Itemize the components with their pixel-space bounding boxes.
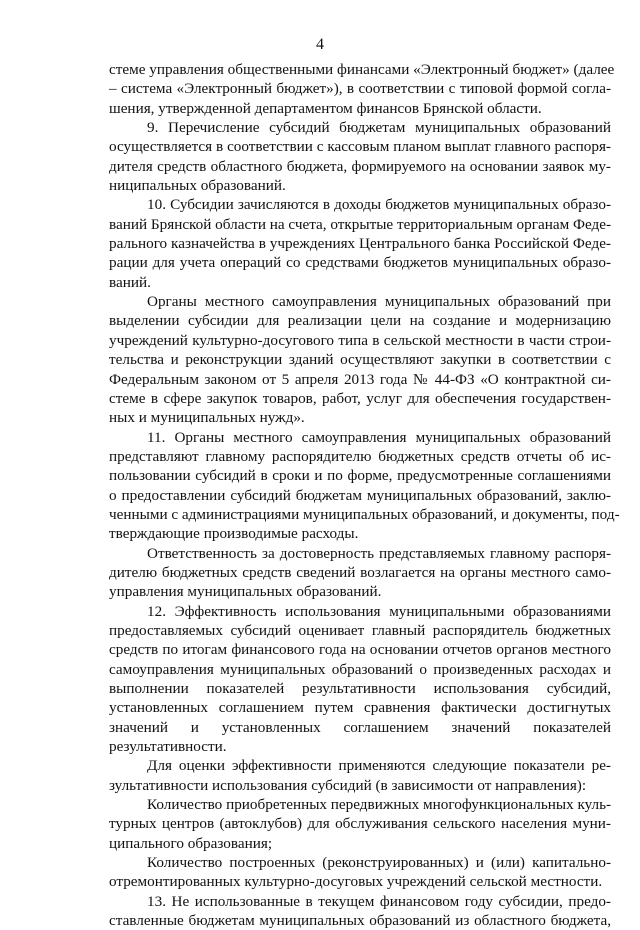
paragraph-line: управления муниципальных образований.: [109, 583, 382, 601]
paragraph-line: дителю бюджетных средств сведений возлагается на органы местного само-: [109, 563, 611, 581]
paragraph-line: ципального образования;: [109, 834, 273, 852]
paragraph: [109, 118, 611, 195]
paragraph-line: установленных соглашением путем сравнения фактически достигнутых: [109, 699, 611, 717]
paragraph-line: осуществляется в соответствии с кассовым планом выплат главного распоря-: [109, 138, 611, 156]
paragraph-line: Количество построенных (реконструированных) и (или) капитально-: [147, 854, 611, 872]
paragraph: [109, 292, 611, 427]
paragraph-line: турных центров (автоклубов) для обслуживания сельского населения муни-: [109, 815, 611, 833]
paragraph-line: средств по итогам финансового года на основании отчетов органов местного: [109, 641, 611, 659]
paragraph-line: тельства и реконструкции зданий осуществляют закупки в соответствии с: [109, 351, 611, 369]
paragraph: [109, 195, 611, 292]
paragraph-line: 10. Субсидии зачисляются в доходы бюджетов муниципальных образо-: [147, 196, 611, 214]
paragraph-line: Для оценки эффективности применяются следующие показатели ре-: [147, 757, 611, 775]
paragraph-line: 9. Перечисление субсидий бюджетам муниципальных образований: [147, 119, 611, 137]
paragraph-line: ных и муниципальных нужд».: [109, 409, 305, 427]
paragraph: [109, 602, 611, 757]
paragraph-line: пользовании субсидий в сроки и по форме, предусмотренные соглашениями: [109, 467, 611, 485]
paragraph-line: – система «Электронный бюджет»), в соответствии с типовой формой согла-: [109, 80, 611, 98]
paragraph: [109, 60, 615, 118]
paragraph-line: Количество приобретенных передвижных многофункциональных куль-: [147, 796, 612, 814]
paragraph-line: ченными с администрациями муниципальных образований, и документы, под-: [109, 505, 620, 523]
paragraph: [109, 853, 611, 892]
paragraph-line: дителя средств областного бюджета, формируемого на основании заявок му-: [109, 157, 611, 175]
paragraph-line: Федеральным законом от 5 апреля 2013 года № 44-ФЗ «О контрактной си-: [109, 370, 611, 388]
paragraph-line: предоставляемых субсидий оценивает главный распорядитель бюджетных: [109, 621, 611, 639]
paragraph-line: 12. Эффективность использования муниципальными образованиями: [147, 602, 611, 620]
paragraph-line: рации для учета операций со средствами бюджетов муниципальных образо-: [109, 254, 611, 272]
document-body: [109, 60, 620, 930]
paragraph-line: выделении субсидии для реализации цели на создание и модернизацию: [109, 312, 611, 330]
paragraph: [109, 756, 611, 795]
paragraph-line: шения, утвержденной департаментом финансов Брянской области.: [109, 99, 542, 117]
paragraph-line: зультативности использования субсидий (в зависимости от направления):: [109, 776, 587, 794]
paragraph-line: представляют главному распорядителю бюджетных средств отчеты об ис-: [109, 447, 611, 465]
paragraph: [109, 892, 611, 930]
paragraph-line: ставленные бюджетам муниципальных образований из областного бюджета,: [109, 912, 611, 930]
paragraph-line: выполнении показателей результативности использования субсидий,: [109, 680, 611, 697]
paragraph-line: тверждающие производимые расходы.: [109, 525, 359, 543]
paragraph-line: рального казначейства в учреждениях Центрального банка Российской Феде-: [109, 235, 611, 253]
paragraph-line: результативности.: [109, 738, 227, 756]
paragraph: [109, 428, 620, 544]
paragraph-line: ваний Брянской области на счета, открытые территориальным органам Феде-: [109, 215, 612, 233]
paragraph-line: ниципальных образований.: [109, 177, 286, 195]
paragraph-line: самоуправления муниципальных образований о произведенных расходах и: [109, 660, 611, 678]
paragraph: [109, 544, 611, 602]
paragraph-line: стеме в сфере закупок товаров, работ, услуг для обеспечения государствен-: [109, 389, 611, 407]
paragraph-line: отремонтированных культурно-досуговых учреждений сельской местности.: [109, 873, 603, 891]
paragraph-line: о предоставлении субсидий бюджетам муниципальных образований, заклю-: [109, 486, 611, 504]
paragraph-line: Ответственность за достоверность представляемых главному распоря-: [147, 544, 611, 562]
paragraph-line: учреждений культурно-досугового типа в сельской местности в части строи-: [109, 331, 611, 349]
paragraph-line: стеме управления общественными финансами «Электронный бюджет» (далее: [109, 61, 615, 78]
paragraph-line: ваний.: [109, 273, 151, 291]
page-number: 4: [316, 36, 324, 53]
paragraph: [109, 795, 611, 853]
paragraph-line: 11. Органы местного самоуправления муниципальных образований: [147, 428, 611, 446]
paragraph-line: значений и установленных соглашением значений показателей: [109, 718, 611, 736]
paragraph-line: Органы местного самоуправления муниципальных образований при: [147, 293, 611, 311]
paragraph-line: 13. Не использованные в текущем финансовом году субсидии, предо-: [147, 892, 611, 910]
